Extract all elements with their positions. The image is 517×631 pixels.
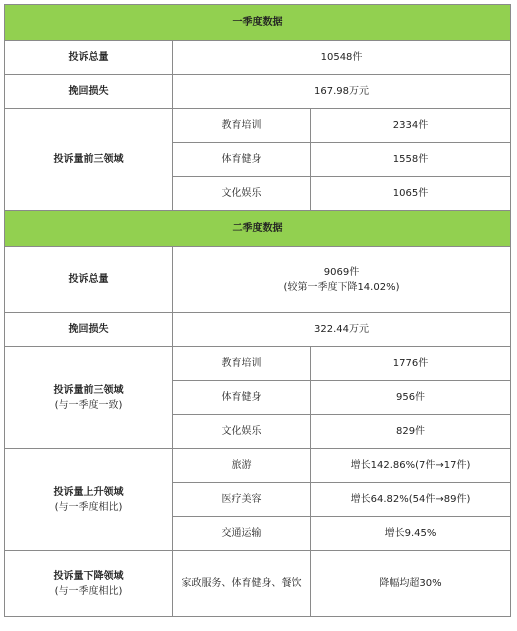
q1-loss-value: 167.98万元: [173, 75, 511, 109]
q2-top3-row: [5, 347, 511, 381]
q2-down-row: [5, 551, 511, 617]
q2-top3-note: (与一季度一致): [54, 399, 123, 411]
q1-top3-field: 文化娱乐: [173, 177, 311, 211]
q2-top3-label-cell: [5, 347, 173, 449]
q2-up-row: [5, 449, 511, 483]
q2-up-field: 医疗美容: [173, 483, 311, 517]
complaint-data-table: [4, 4, 511, 617]
q2-up-field: 交通运输: [173, 517, 311, 551]
q2-header-row: [5, 211, 511, 247]
q2-up-field: 旅游: [173, 449, 311, 483]
q2-up-value: 增长9.45%: [311, 517, 511, 551]
q2-header: 二季度数据: [5, 211, 511, 247]
q2-loss-row: [5, 313, 511, 347]
q1-total-value: 10548件: [173, 41, 511, 75]
q2-down-value: 降幅均超30%: [311, 551, 511, 617]
q2-up-value: 增长64.82%(54件→89件): [311, 483, 511, 517]
q1-total-row: [5, 41, 511, 75]
q2-up-value: 增长142.86%(7件→17件): [311, 449, 511, 483]
q2-total-label: 投诉总量: [5, 247, 173, 313]
q2-top3-value: 1776件: [311, 347, 511, 381]
q1-top3-value: 1558件: [311, 143, 511, 177]
q2-total-cell: [173, 247, 511, 313]
q2-up-label-cell: [5, 449, 173, 551]
q2-top3-field: 教育培训: [173, 347, 311, 381]
q1-top3-row: [5, 109, 511, 143]
q2-down-label-cell: [5, 551, 173, 617]
q2-down-note: (与一季度相比): [54, 585, 123, 597]
q1-top3-value: 1065件: [311, 177, 511, 211]
q1-total-label: 投诉总量: [5, 41, 173, 75]
q2-up-note: (与一季度相比): [54, 501, 123, 513]
q2-top3-field: 体育健身: [173, 381, 311, 415]
q2-top3-label: 投诉量前三领域: [53, 384, 124, 396]
q2-down-label: 投诉量下降领域: [53, 570, 124, 582]
q2-top3-value: 829件: [311, 415, 511, 449]
q2-up-label: 投诉量上升领域: [53, 486, 124, 498]
q2-total-note: (较第一季度下降14.02%): [283, 281, 400, 293]
q1-top3-field: 体育健身: [173, 143, 311, 177]
q1-loss-label: 挽回损失: [5, 75, 173, 109]
q2-top3-field: 文化娱乐: [173, 415, 311, 449]
q2-down-field: 家政服务、体育健身、餐饮: [173, 551, 311, 617]
q1-header: 一季度数据: [5, 5, 511, 41]
q1-top3-value: 2334件: [311, 109, 511, 143]
q2-total-value: 9069件: [323, 266, 360, 278]
q1-top3-label: 投诉量前三领域: [5, 109, 173, 211]
q1-top3-field: 教育培训: [173, 109, 311, 143]
q2-loss-value: 322.44万元: [173, 313, 511, 347]
q2-loss-label: 挽回损失: [5, 313, 173, 347]
q1-loss-row: [5, 75, 511, 109]
q2-top3-value: 956件: [311, 381, 511, 415]
q2-total-row: [5, 247, 511, 313]
q1-header-row: [5, 5, 511, 41]
